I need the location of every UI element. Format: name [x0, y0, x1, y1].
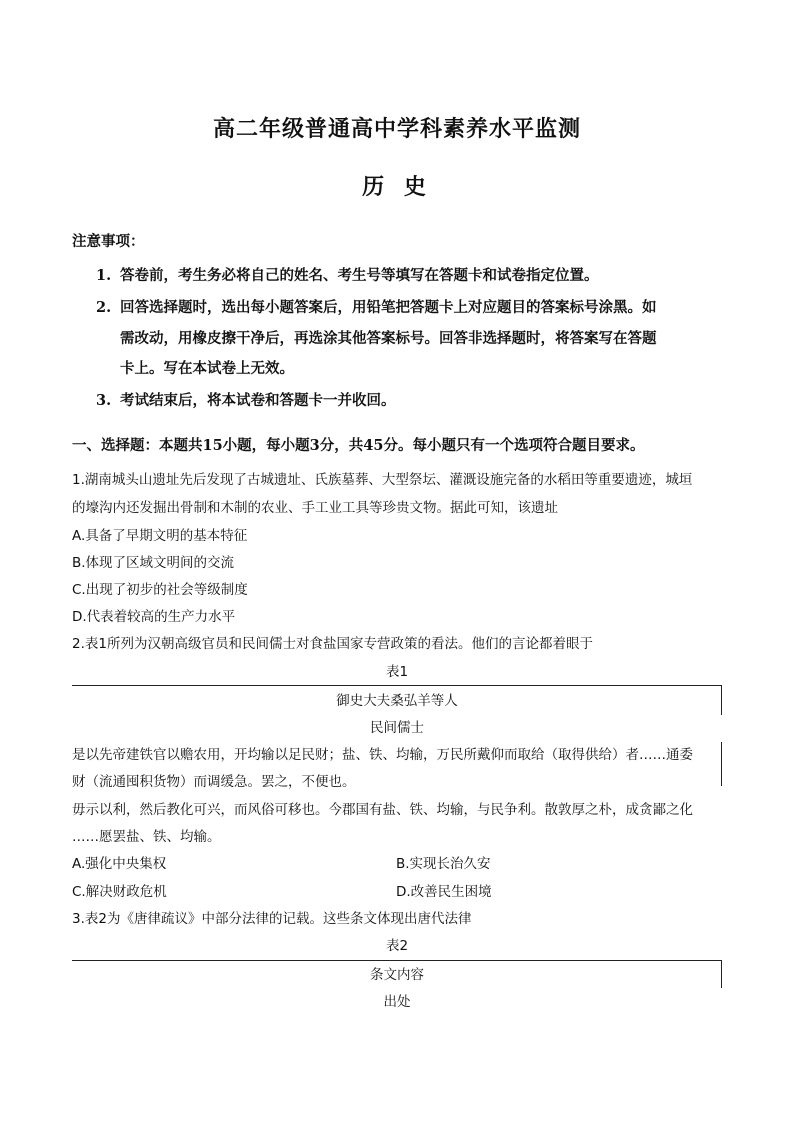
notice-item-1	[96, 264, 599, 285]
notice-text: 答卷前，考生务必将自己的姓名、考生号等填写在答题卡和试卷指定位置。	[120, 267, 599, 284]
notice-item-2	[96, 296, 657, 317]
q1-option-c: C.出现了初步的社会等级制度	[72, 582, 248, 598]
table1-row2-line-1: 毋示以利，然后教化可兴，而风俗可移也。今郡国有盐、铁、均输，与民争利。散敦厚之朴，成贪鄙之化	[72, 802, 693, 818]
table1-top-rule	[72, 685, 722, 686]
q1-stem-line-1: 1.湖南城头山遗址先后发现了古城遗址、氏族墓葬、大型祭坛、灌溉设施完备的水稻田等重要遗迹，城垣	[72, 472, 693, 488]
notice-item-2-cont: 需改动，用橡皮擦干净后，再选涂其他答案标号。回答非选择题时，将答案写在答题	[120, 330, 657, 347]
table2-caption: 表2	[385, 938, 409, 954]
table2-header-content: 条文内容	[370, 967, 424, 983]
table1-row1-line-2: 财（流通囤积货物）而调缓急。罢之，不便也。	[72, 774, 356, 790]
table2-header-source: 出处	[383, 994, 411, 1010]
section-heading: 一、选择题：本题共15小题，每小题3分，共45分。每小题只有一个选项符合题目要求。	[72, 437, 645, 454]
q3-stem: 3.表2为《唐律疏议》中部分法律的记载。这些条文体现出唐代法律	[72, 911, 472, 927]
q1-stem-line-2: 的壕沟内还发掘出骨制和木制的农业、手工业工具等珍贵文物。据此可知，该遗址	[72, 500, 558, 516]
notice-text: 回答选择题时，选出每小题答案后，用铅笔把答题卡上对应题目的答案标号涂黑。如	[120, 299, 657, 316]
notice-num: 1.	[96, 267, 112, 284]
q1-option-d: D.代表着较高的生产力水平	[72, 609, 236, 625]
table1-row2-line-2: ……愿罢盐、铁、均输。	[72, 829, 221, 845]
q2-stem: 2.表1所列为汉朝高级官员和民间儒士对食盐国家专营政策的看法。他们的言论都着眼于	[72, 636, 593, 652]
notice-item-2-cont: 卡上。写在本试卷上无效。	[120, 360, 294, 377]
table1-header-scholars: 民间儒士	[370, 720, 424, 736]
table1-caption: 表1	[385, 664, 409, 680]
q1-option-b: B.体现了区域文明间的交流	[72, 555, 235, 571]
q2-option-b: B.实现长治久安	[396, 856, 491, 872]
table1-header-officials: 御史大夫桑弘羊等人	[336, 693, 458, 709]
subject-title: 历 史	[362, 174, 432, 200]
notice-label: 注意事项：	[72, 233, 145, 250]
table1-right-rule	[721, 742, 722, 786]
notice-text: 考试结束后，将本试卷和答题卡一并收回。	[120, 392, 396, 409]
q2-option-a: A.强化中央集权	[72, 856, 167, 872]
notice-item-3	[96, 389, 396, 410]
q2-option-d: D.改善民生困境	[396, 884, 492, 900]
q1-option-a: A.具备了早期文明的基本特征	[72, 528, 248, 544]
notice-num: 2.	[96, 299, 112, 316]
exam-title: 高二年级普通高中学科素养水平监测	[212, 116, 581, 142]
table1-row1-line-1: 是以先帝建铁官以赡农用，开均输以足民财；盐、铁、均输，万民所戴仰而取给（取得供给）者……通委	[72, 747, 693, 763]
table2-top-rule	[72, 960, 722, 961]
q2-option-c: C.解决财政危机	[72, 884, 167, 900]
notice-num: 3.	[96, 392, 112, 409]
